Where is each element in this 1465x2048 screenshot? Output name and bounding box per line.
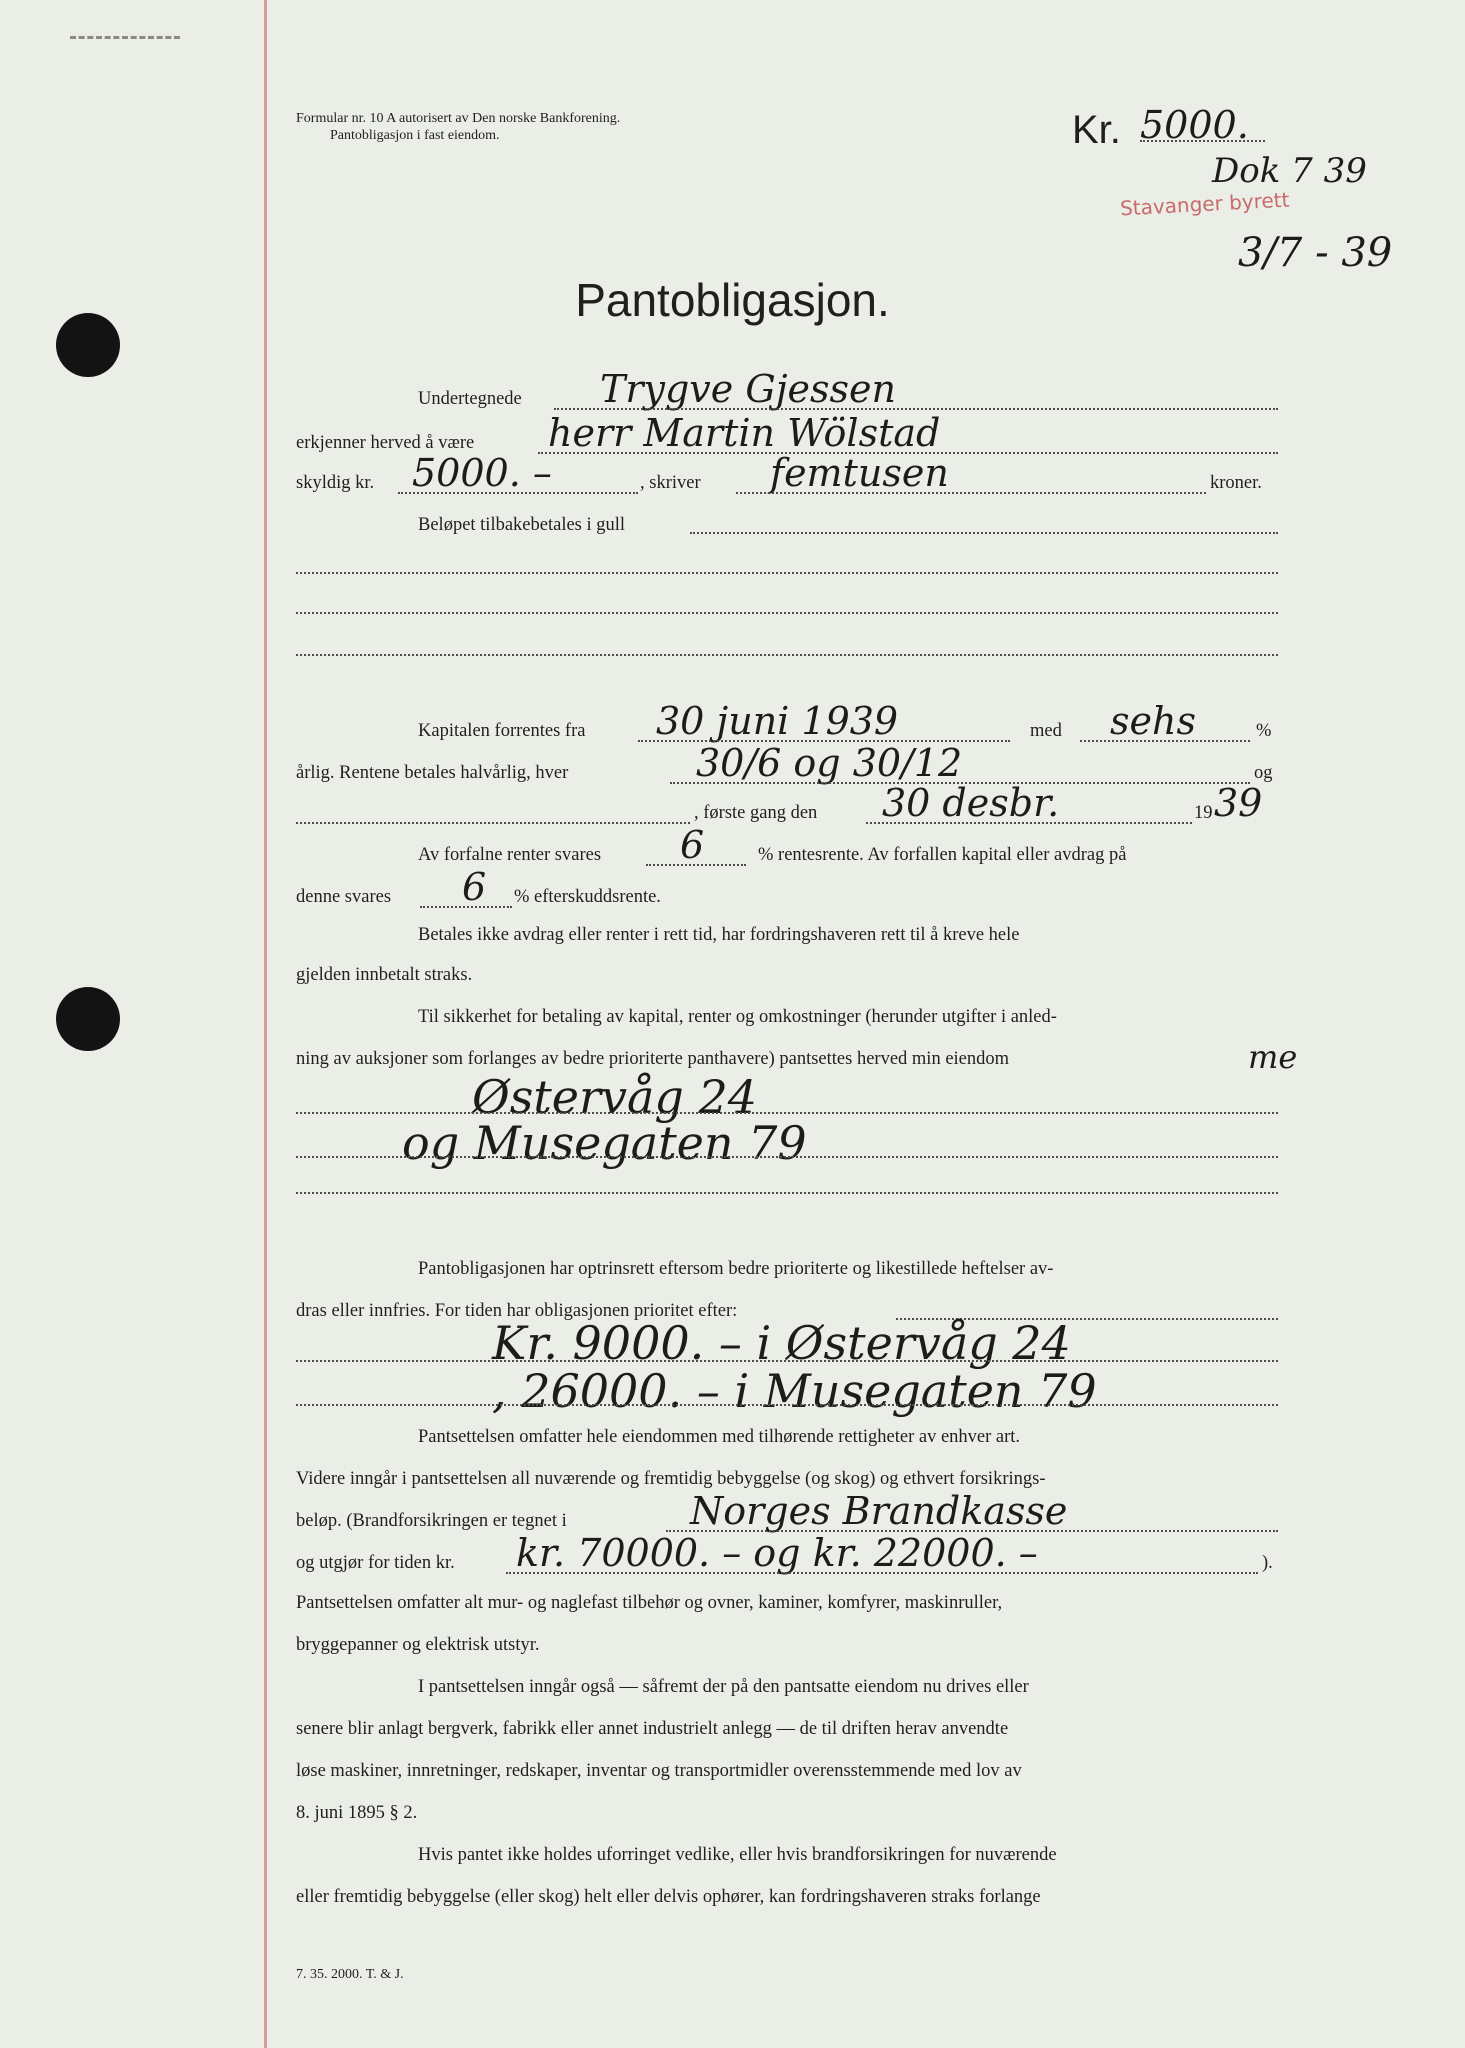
denne-label: denne svares [296,887,392,907]
terms-value: 30/6 og 30/12 [696,741,963,785]
para-4b: Videre inngår i pantsettelsen all nuværende og fremtidig bebyggelse (og skog) og ethvert forsikrings- [296,1469,1046,1489]
para-6c: løse maskiner, innretninger, redskaper, inventar og transportmidler overensstemmende med lov av [296,1761,1022,1781]
undertegnede-value: Trygve Gjessen [600,367,896,411]
insured-value: kr. 70000. – og kr. 22000. – [516,1531,1038,1575]
document-title: Pantobligasjon. [575,274,890,326]
efter-value: 6 [462,865,487,909]
para-4a: Pantsettelsen omfatter hele eiendommen med tilhørende rettigheter av enhver art. [418,1427,1021,1447]
year-prefix: 19 [1194,803,1213,823]
dotted-line [866,822,1192,824]
dotted-line [554,408,1278,410]
property-2: og Musegaten 79 [402,1116,807,1170]
dotted-line [506,1572,1258,1574]
para-5b: bryggepanner og elektrisk utstyr. [296,1635,540,1655]
pct-sign: % [1256,721,1272,741]
para-1a: Betales ikke avdrag eller renter i rett tid, har fordringshaveren rett til å kreve hele [418,925,1020,945]
registration-note: Dok 7 39 [1212,151,1367,191]
para-6d: 8. juni 1895 § 2. [296,1803,418,1823]
dotted-line [296,1112,1278,1114]
dotted-line [690,532,1278,534]
og-label: og [1254,763,1273,783]
para-2b-handwritten: me [1248,1038,1298,1076]
para-4d: og utgjør for tiden kr. [296,1553,455,1573]
para-2b: ning av auksjoner som forlanges av bedre prioriterte panthavere) pantsettes herved min eiendom [296,1049,1010,1069]
dotted-line [296,1156,1278,1158]
para-6b: senere blir anlagt bergverk, fabrikk eller annet industrielt anlegg — de til driften herav anvendte [296,1719,1009,1739]
belopet-text: Beløpet tilbakebetales i gull [418,515,626,535]
dotted-line [296,1404,1278,1406]
insurer-value: Norges Brandkasse [690,1489,1068,1533]
dotted-line [420,906,512,908]
form-line-2: Pantobligasjon i fast eiendom. [330,128,500,143]
para-4d-end: ). [1262,1553,1273,1573]
rente-value: 6 [680,823,705,867]
med-label: med [1030,721,1062,741]
rate-word: sehs [1110,699,1196,743]
dotted-line [646,864,746,866]
forste-label: , første gang den [694,803,818,823]
dotted-line [1080,740,1250,742]
kr-amount: 5000. [1140,103,1249,147]
para-5a: Pantsettelsen omfatter alt mur- og naglefast tilbehør og ovner, kaminer, komfyrer, maskinruller, [296,1593,1003,1613]
date-note: 3/7 - 39 [1238,230,1393,276]
para-3b: dras eller innfries. For tiden har obligasjonen prioritet efter: [296,1301,738,1321]
para-1b: gjelden innbetalt straks. [296,965,473,985]
dotted-line [736,492,1206,494]
skriver-label: , skriver [640,473,701,493]
dotted-line [296,822,690,824]
arlig-text: årlig. Rentene betales halvårlig, hver [296,763,569,783]
kroner-label: kroner. [1210,473,1262,493]
kr-label: Kr. [1072,108,1121,152]
dotted-line [296,612,1278,614]
para-6a: I pantsettelsen inngår også — såfremt der på den pantsatte eiendom nu drives eller [418,1677,1029,1697]
skyldig-value: 5000. – [412,451,552,495]
dotted-line [296,654,1278,656]
para-4c: beløp. (Brandforsikringen er tegnet i [296,1511,567,1531]
undertegnede-label: Undertegnede [418,389,522,409]
punch-hole [56,987,120,1051]
skriver-value: femtusen [770,451,949,495]
dotted-line [1140,140,1265,142]
kapital-label: Kapitalen forrentes fra [418,721,586,741]
year-suffix: 39 [1214,781,1263,825]
property-1: Østervåg 24 [472,1070,758,1124]
para-7b: eller fremtidig bebyggelse (eller skog) helt eller delvis ophører, kan fordringshaveren straks forlange [296,1887,1041,1907]
para-7a: Hvis pantet ikke holdes uforringet vedlike, eller hvis brandforsikringen for nuværende [418,1845,1057,1865]
efter-suffix: % efterskuddsrente. [514,887,661,907]
form-line-1: Formular nr. 10 A autorisert av Den norske Bankforening. [296,111,621,126]
prior-1: Kr. 9000. – i Østervåg 24 [492,1316,1071,1370]
dotted-line [398,492,638,494]
dotted-line [296,1192,1278,1194]
forfalne-label: Av forfalne renter svares [418,845,602,865]
court-stamp: Stavanger byrett [1119,187,1290,221]
rente-suffix: % rentesrente. Av forfallen kapital eller avdrag på [758,845,1127,865]
para-3a: Pantobligasjonen har optrinsrett eftersom bedre prioriterte og likestillede heftelser av- [418,1259,1054,1279]
top-edge-mark [70,36,180,39]
prior-2: , 26000. – i Musegaten 79 [492,1364,1097,1418]
first-date: 30 desbr. [882,781,1060,825]
erkjenner-value: herr Martin Wölstad [548,411,941,455]
erkjenner-label: erkjenner herved å være [296,433,475,453]
kapital-date: 30 juni 1939 [656,699,899,743]
para-2a: Til sikkerhet for betaling av kapital, renter og omkostninger (herunder utgifter i anled- [418,1007,1057,1027]
dotted-line [296,572,1278,574]
skyldig-label: skyldig kr. [296,473,375,493]
footer-print-code: 7. 35. 2000. T. & J. [296,1967,404,1982]
dotted-line [296,1360,1278,1362]
